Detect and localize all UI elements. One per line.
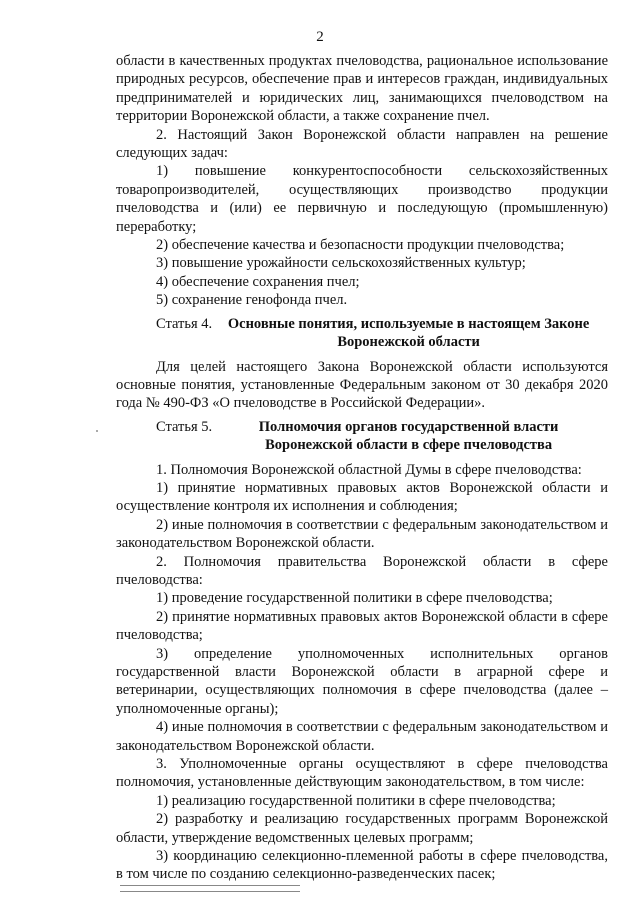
article-4-text: Для целей настоящего Закона Воронежской области используются основные понятия, установленные Федеральным законом от 30 декабря 2020 года № 490-ФЗ «О пчеловодстве в Российской Федерации».	[116, 358, 608, 412]
government-power-1: 1) проведение государственной политики в сфере пчеловодства;	[156, 590, 553, 607]
task-item-4: 4) обеспечение сохранения пчел;	[156, 273, 360, 290]
article-4-title: Основные понятия, используемые в настоящем Законе Воронежской области	[227, 315, 590, 351]
intro-paragraph: области в качественных продуктах пчеловодства, рациональное использование природных ресурсов, обеспечение прав и интересов граждан, индивидуальных предпринимателей и юридических лиц, занимающихся пчеловодством на территории Воронежской области, а также сохранение пчел.	[116, 53, 608, 125]
scan-mark	[96, 430, 98, 432]
footer-divider-2	[120, 891, 300, 892]
article-4-heading	[116, 315, 608, 352]
task-item-3: 3) повышение урожайности сельскохозяйственных культур;	[156, 255, 526, 272]
government-power-4: 4) иные полномочия в соответствии с федеральным законодательством и законодательством Воронежской области.	[116, 719, 608, 754]
article-5-paragraph-1: 1. Полномочия Воронежской областной Думы в сфере пчеловодства:	[156, 461, 582, 478]
article-5-title: Полномочия органов государственной власти Воронежской области в сфере пчеловодства	[258, 418, 559, 454]
paragraph-2: 2. Настоящий Закон Воронежской области направлен на решение следующих задач:	[116, 126, 608, 162]
article-5-paragraph-3: 3. Уполномоченные органы осуществляют в сфере пчеловодства полномочия, установленные действующим законодательством, в том числе:	[116, 756, 608, 791]
task-item-5: 5) сохранение генофонда пчел.	[156, 292, 348, 309]
task-item-1: 1) повышение конкурентоспособности сельскохозяйственных товаропроизводителей, осуществляющих производство продукции пчеловодства и (или) ее первичную и последующую (промышленную) переработку;	[116, 163, 608, 235]
article-4-label: Статья 4.	[156, 315, 213, 332]
page-number: 2	[316, 29, 324, 45]
duma-power-1: 1) принятие нормативных правовых актов Воронежской области и осуществление контроля их исполнения и соблюдения;	[116, 479, 608, 515]
duma-power-2: 2) иные полномочия в соответствии с федеральным законодательством и законодательством Воронежской области.	[116, 516, 608, 552]
footer-divider	[120, 885, 300, 886]
authorized-body-power-3: 3) координацию селекционно-племенной работы в сфере пчеловодства, в том числе по созданию селекционно-разведенческих пасек;	[116, 848, 608, 883]
article-5-label: Статья 5.	[156, 418, 213, 435]
article-5-paragraph-2: 2. Полномочия правительства Воронежской области в сфере пчеловодства:	[116, 553, 608, 588]
government-power-2: 2) принятие нормативных правовых актов Воронежской области в сфере пчеловодства;	[116, 608, 608, 644]
government-power-3: 3) определение уполномоченных исполнительных органов государственной власти Воронежской области в аграрной сфере и ветеринарии, осуществляющих полномочия в сфере пчеловодства (далее – уполномоченные органы);	[116, 645, 608, 717]
authorized-body-power-1: 1) реализацию государственной политики в сфере пчеловодства;	[156, 792, 556, 809]
document-body	[116, 52, 608, 884]
authorized-body-power-2: 2) разработку и реализацию государственных программ Воронежской области, утверждение ведомственных целевых программ;	[116, 811, 608, 846]
task-item-2: 2) обеспечение качества и безопасности продукции пчеловодства;	[156, 237, 565, 254]
article-5-heading	[116, 418, 608, 455]
